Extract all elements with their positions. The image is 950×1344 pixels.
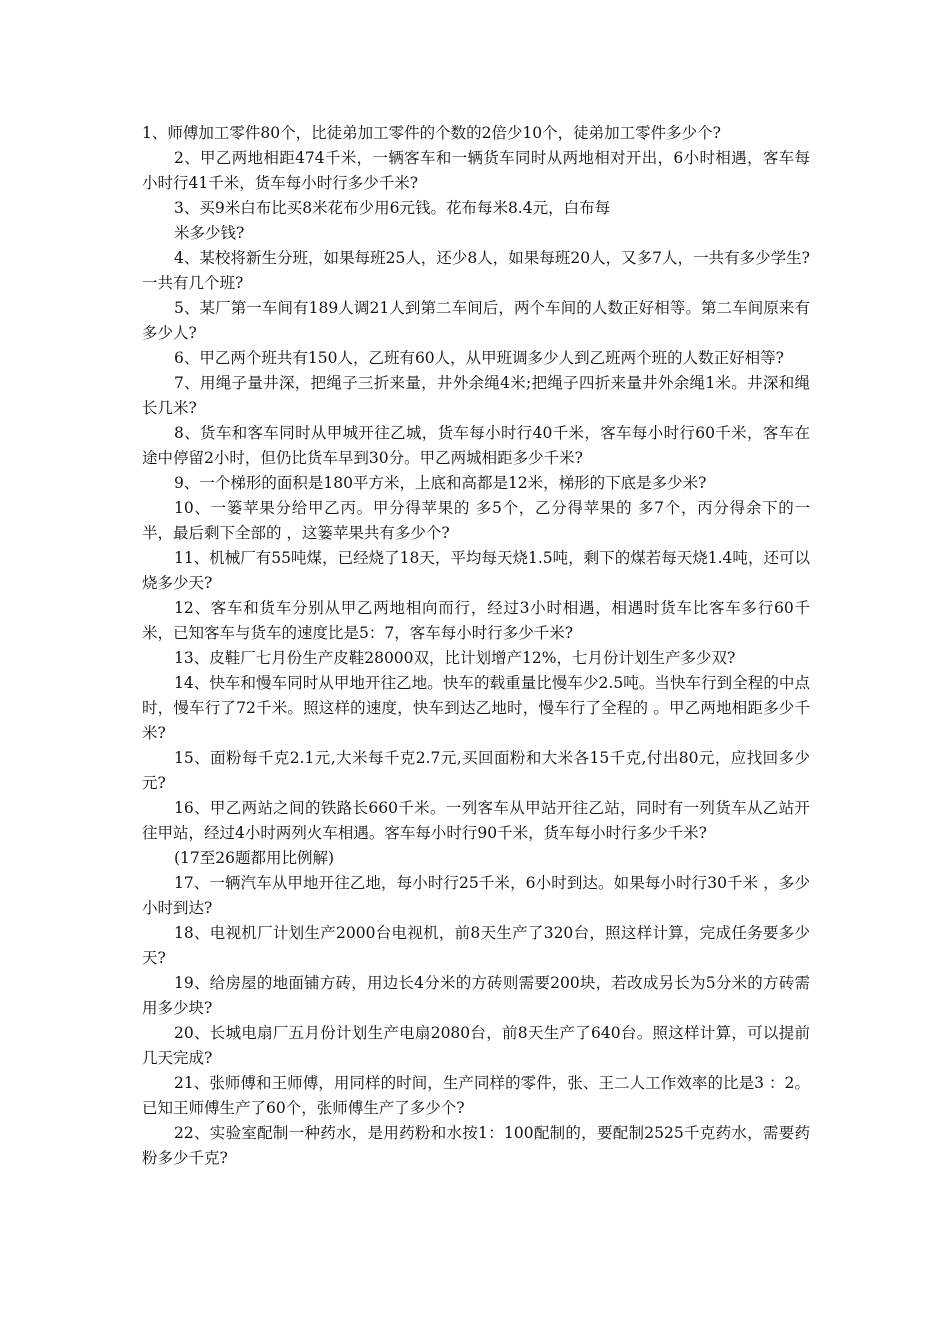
problem-15: 15、面粉每千克2.1元,大米每千克2.7元,买回面粉和大米各15千克,付出80元，应找回多少元? [142, 749, 810, 792]
problem-18: 18、电视机厂计划生产2000台电视机，前8天生产了320台，照这样计算，完成任务要多少天? [142, 924, 810, 967]
problem-16: 16、甲乙两站之间的铁路长660千米。一列客车从甲站开往乙站，同时有一列货车从乙站开往甲站，经过4小时两列火车相遇。客车每小时行90千米，货车每小时行多少千米? [142, 799, 810, 842]
problem-12: 12、客车和货车分别从甲乙两地相向而行，经过3小时相遇，相遇时货车比客车多行60千米，已知客车与货车的速度比是5：7，客车每小时行多少千米? [142, 599, 810, 642]
problem-1: 1、师傅加工零件80个，比徒弟加工零件的个数的2倍少10个，徒弟加工零件多少个? [142, 124, 721, 142]
problem-2: 2、甲乙两地相距474千米，一辆客车和一辆货车同时从两地相对开出，6小时相遇，客车每小时行41千米，货车每小时行多少千米? [142, 149, 810, 192]
problem-3: 3、买9米白布比买8米花布少用6元钱。花布每米8.4元，白布每 [174, 199, 611, 217]
problem-19: 19、给房屋的地面铺方砖，用边长4分米的方砖则需要200块，若改成另长为5分米的方砖需用多少块? [142, 974, 810, 1017]
problem-5: 5、某厂第一车间有189人调21人到第二车间后，两个车间的人数正好相等。第二车间原来有多少人? [142, 299, 810, 342]
problem-4: 4、某校将新生分班，如果每班25人，还少8人，如果每班20人，又多7人，一共有多少学生?一共有几个班? [142, 249, 810, 292]
problem-9: 9、一个梯形的面积是180平方米，上底和高都是12米，梯形的下底是多少米? [174, 474, 707, 492]
problem-21: 21、张师傅和王师傅，用同样的时间，生产同样的零件，张、王二人工作效率的比是3 ：2。已知王师傅生产了60个，张师傅生产了多少个? [142, 1074, 810, 1117]
problem-13: 13、皮鞋厂七月份生产皮鞋28000双，比计划增产12%，七月份计划生产多少双? [174, 649, 736, 667]
problem-14: 14、快车和慢车同时从甲地开往乙地。快车的载重量比慢车少2.5吨。当快车行到全程的中点时，慢车行了72千米。照这样的速度，快车到达乙地时，慢车行了全程的 。甲乙两地相距多少千米? [142, 674, 810, 742]
section-note: (17至26题都用比例解) [174, 849, 335, 867]
problem-10: 10、一篓苹果分给甲乙丙。甲分得苹果的 多5个，乙分得苹果的 多7个，丙分得余下的一半，最后剩下全部的 ，这篓苹果共有多少个? [142, 499, 810, 542]
problem-7: 7、用绳子量井深，把绳子三折来量，井外余绳4米;把绳子四折来量井外余绳1米。井深和绳长几米? [142, 374, 810, 417]
problem-22: 22、实验室配制一种药水，是用药粉和水按1：100配制的，要配制2525千克药水，需要药粉多少千克? [142, 1124, 810, 1167]
problem-11: 11、机械厂有55吨煤，已经烧了18天，平均每天烧1.5吨，剩下的煤若每天烧1.4吨，还可以烧多少天? [142, 549, 810, 592]
problem-8: 8、货车和客车同时从甲城开往乙城，货车每小时行40千米，客车每小时行60千米，客车在途中停留2小时，但仍比货车早到30分。甲乙两城相距多少千米? [142, 424, 810, 467]
problem-3-continued: 米多少钱? [174, 224, 245, 242]
problem-20: 20、长城电扇厂五月份计划生产电扇2080台，前8天生产了640台。照这样计算，可以提前几天完成? [142, 1024, 810, 1067]
problem-6: 6、甲乙两个班共有150人，乙班有60人，从甲班调多少人到乙班两个班的人数正好相等? [174, 349, 784, 367]
problem-17: 17、一辆汽车从甲地开往乙地，每小时行25千米，6小时到达。如果每小时行30千米 ，多少小时到达? [142, 874, 810, 917]
problem-list [142, 121, 810, 1171]
